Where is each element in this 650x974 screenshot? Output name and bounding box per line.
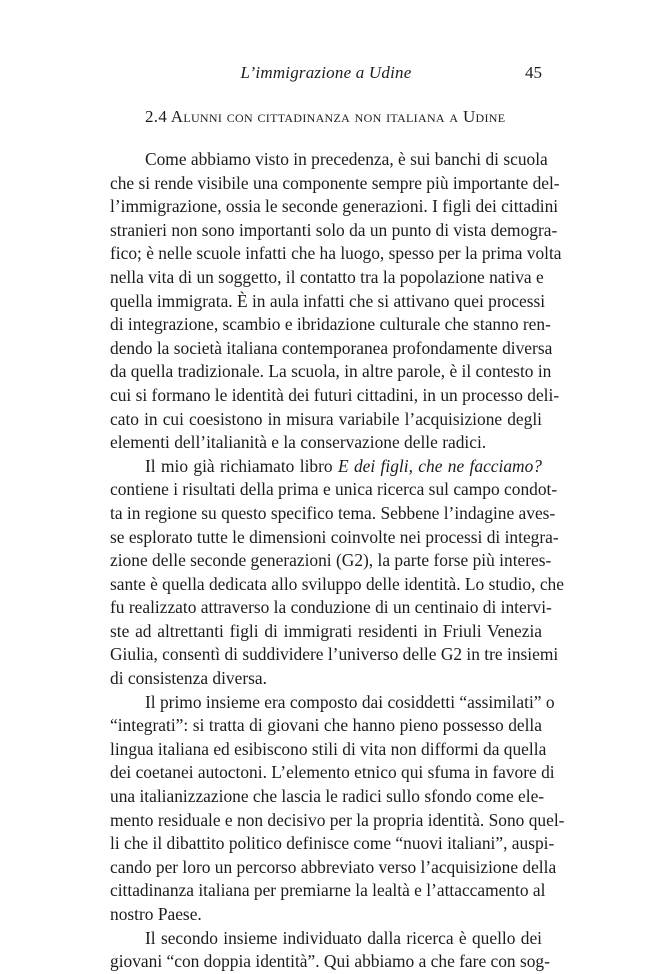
text-line-with-book-title <box>110 455 542 479</box>
text-line: dei coetanei autoctoni. L’elemento etnico qui sfuma in favore di <box>110 762 555 783</box>
text-line: cando per loro un percorso abbreviato verso l’acquisizione della <box>110 856 557 877</box>
text-line: fu realizzato attraverso la conduzione di un centinaio di intervi- <box>110 597 552 618</box>
text-line: che si rende visibile una componente sempre più importante del- <box>110 172 560 193</box>
text-line: lingua italiana ed esibiscono stili di vita non difformi da quella <box>110 738 547 759</box>
text-line: nella vita di un soggetto, il contatto tra la popolazione nativa e <box>110 266 544 287</box>
text-line: di consistenza diversa. <box>110 668 267 689</box>
text-line: stranieri non sono importanti solo da un punto di vista demogra- <box>110 219 558 240</box>
page-number: 45 <box>525 63 542 82</box>
text-fragment: Il mio già richiamato libro <box>145 455 338 476</box>
text-line: se esplorato tutte le dimensioni coinvolte nei processi di integra- <box>110 526 559 547</box>
text-line: di integrazione, scambio e ibridazione culturale che stanno ren- <box>110 314 551 335</box>
text-line: l’immigrazione, ossia le seconde generazioni. I figli dei cittadini <box>110 196 559 217</box>
text-line: quella immigrata. È in aula infatti che si attivano quei processi <box>110 290 546 311</box>
text-line: sante è quella dedicata allo sviluppo delle identità. Lo studio, che <box>110 573 564 594</box>
book-title: E dei figli, che ne facciamo? <box>337 455 542 476</box>
text-line: contiene i risultati della prima e unica ricerca sul campo condot- <box>110 479 558 500</box>
text-line: ta in regione su questo specifico tema. Sebbene l’indagine aves- <box>110 502 556 523</box>
text-line: Il secondo insieme individuato dalla ricerca è quello dei <box>145 927 542 948</box>
text-line: fico; è nelle scuole infatti che ha luogo, spesso per la prima volta <box>110 243 562 264</box>
text-line: Giulia, consentì di suddividere l’universo delle G2 in tre insiemi <box>110 644 559 665</box>
text-line: ste ad altrettanti figli di immigrati residenti in Friuli Venezia <box>110 620 542 641</box>
text-line: cittadinanza italiana per premiarne la lealtà e l’attaccamento al <box>110 880 546 901</box>
text-line: una italianizzazione che lascia le radici sullo sfondo come ele- <box>110 786 545 807</box>
section-heading: 2.4 Alunni con cittadinanza non italiana a Udine <box>145 107 506 126</box>
text-line: nostro Paese. <box>110 904 202 924</box>
text-line: Il primo insieme era composto dai cosiddetti “assimilati” o <box>145 691 555 712</box>
text-line: zione delle seconde generazioni (G2), la parte forse più interes- <box>110 550 552 571</box>
text-line: giovani “con doppia identità”. Qui abbiamo a che fare con sog- <box>110 951 550 972</box>
text-line: cui si formano le identità dei futuri cittadini, in un processo deli- <box>110 384 560 405</box>
text-line: dendo la società italiana contemporanea profondamente diversa <box>110 337 553 358</box>
text-line: Come abbiamo visto in precedenza, è sui banchi di scuola <box>145 149 548 169</box>
text-line: elementi dell’italianità e la conservazione delle radici. <box>110 432 487 453</box>
text-line: mento residuale e non decisivo per la propria identità. Sono quel- <box>110 809 565 830</box>
text-line: cato in cui coesistono in misura variabile l’acquisizione degli <box>110 408 542 429</box>
text-line: da quella tradizionale. La scuola, in altre parole, è il contesto in <box>110 361 552 382</box>
running-title: L’immigrazione a Udine <box>240 63 412 82</box>
text-line: li che il dibattito politico definisce come “nuovi italiani”, auspi- <box>110 833 555 854</box>
text-line: “integrati”: si tratta di giovani che hanno pieno possesso della <box>110 715 542 736</box>
body-text <box>110 148 565 974</box>
running-head <box>110 63 542 85</box>
